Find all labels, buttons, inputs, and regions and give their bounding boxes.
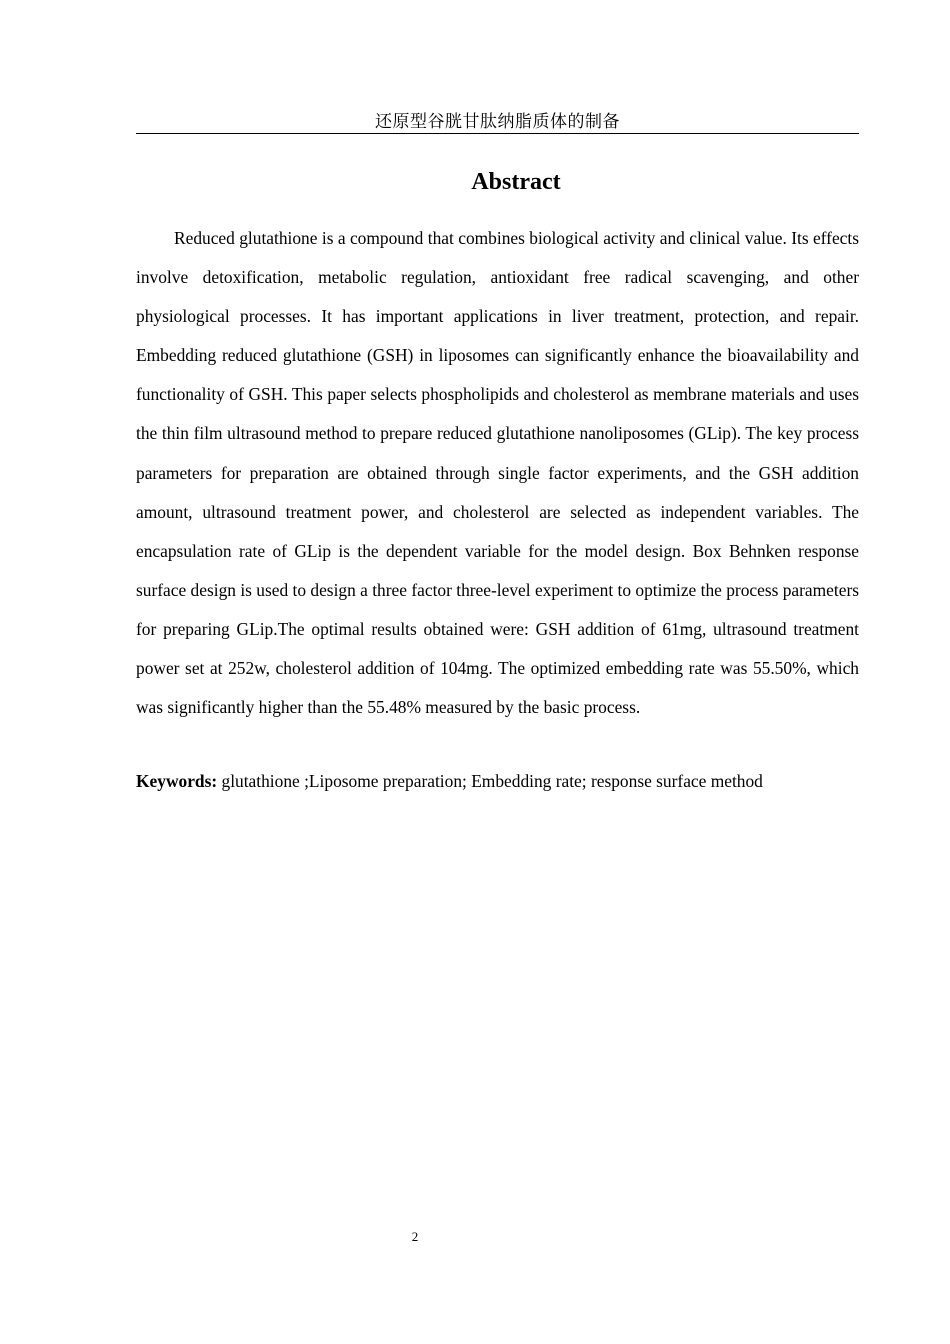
page-number: 2: [411, 1229, 419, 1244]
keywords-label: Keywords:: [136, 771, 218, 791]
keywords-text: glutathione ;Liposome preparation; Embedding rate; response surface method: [217, 771, 763, 791]
keywords-line: [136, 768, 876, 794]
abstract-body: Reduced glutathione is a compound that combines biological activity and clinical value. Its effects involve detoxification, metabolic regulation, antioxidant free radical scavenging, and other physiological processes. It has important applications in liver treatment, protection, and repair. Embedding reduced glutathione (GSH) in liposomes can significantly enhance the bioavailability and functionality of GSH. This paper selects phospholipids and cholesterol as membrane materials and uses the thin film ultrasound method to prepare reduced glutathione nanoliposomes (GLip). The key process parameters for preparation are obtained through single factor experiments, and the GSH addition amount, ultrasound treatment power, and cholesterol are selected as independent variables. The encapsulation rate of GLip is the dependent variable for the model design. Box Behnken response surface design is used to design a three factor three-level experiment to optimize the process parameters for preparing GLip.The optimal results obtained were: GSH addition of 61mg, ultrasound treatment power set at 252w, cholesterol addition of 104mg. The optimized embedding rate was 55.50%, which was significantly higher than the 55.48% measured by the basic process.: [136, 228, 859, 718]
running-header: 还原型谷胱甘肽纳脂质体的制备: [136, 112, 859, 134]
abstract-title: Abstract: [471, 169, 561, 195]
